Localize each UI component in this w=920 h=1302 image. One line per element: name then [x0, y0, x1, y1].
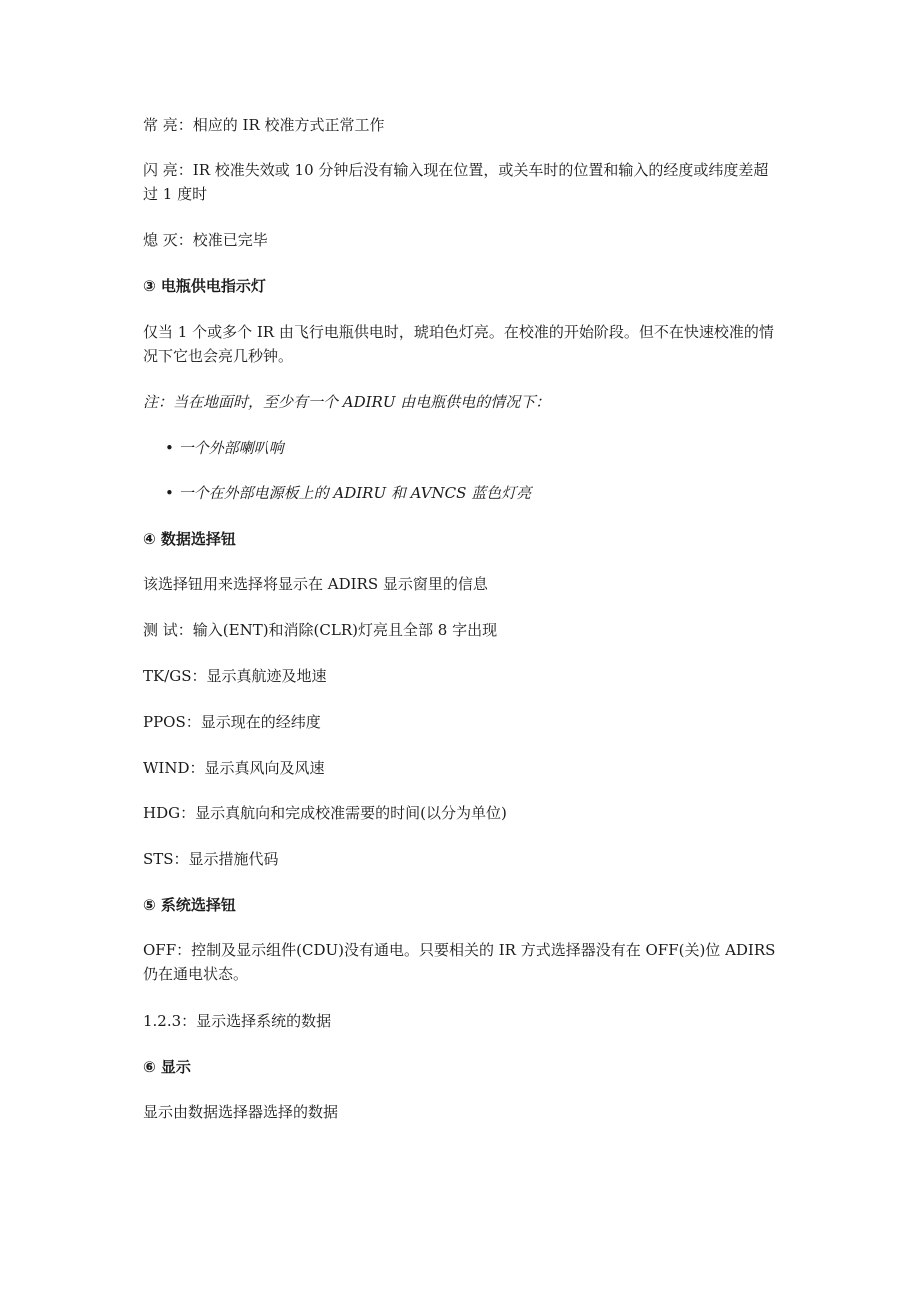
battery-paragraph: 仅当 1 个或多个 IR 由飞行电瓶供电时，琥珀色灯亮。在校准的开始阶段。但不在快速校准的情况下它也会亮几秒钟。: [143, 323, 774, 365]
tkgs-line: TK/GS：显示真航迹及地速: [143, 667, 327, 685]
sts-line: STS：显示措施代码: [143, 850, 279, 868]
heading-display: ⑥ 显示: [143, 1058, 191, 1076]
heading-battery-light: ③ 电瓶供电指示灯: [143, 277, 266, 295]
steady-on-line: 常 亮：相应的 IR 校准方式正常工作: [143, 116, 385, 134]
heading-data-selector: ④ 数据选择钮: [143, 530, 236, 548]
flashing-line: 闪 亮：IR 校准失效或 10 分钟后没有输入现在位置，或关车时的位置和输入的经度或纬度差超过 1 度时: [143, 161, 769, 203]
display-line: 显示由数据选择器选择的数据: [143, 1103, 339, 1121]
hdg-line: HDG：显示真航向和完成校准需要的时间(以分为单位): [143, 804, 507, 822]
note-line: 注：当在地面时，至少有一个 ADIRU 由电瓶供电的情况下：: [143, 393, 551, 411]
off-line: 熄 灭：校准已完毕: [143, 231, 268, 249]
bullet-horn: • 一个外部喇叭响: [165, 439, 284, 457]
ppos-line: PPOS：显示现在的经纬度: [143, 713, 321, 731]
wind-line: WIND：显示真风向及风速: [143, 759, 325, 777]
heading-system-selector: ⑤ 系统选择钮: [143, 896, 236, 914]
system-data-line: 1.2.3：显示选择系统的数据: [143, 1012, 332, 1030]
bullet-blue-light: • 一个在外部电源板上的 ADIRU 和 AVNCS 蓝色灯亮: [165, 484, 532, 502]
selector-paragraph: 该选择钮用来选择将显示在 ADIRS 显示窗里的信息: [143, 575, 488, 593]
test-line: 测 试：输入(ENT)和消除(CLR)灯亮且全部 8 字出现: [143, 621, 498, 639]
off-paragraph: OFF：控制及显示组件(CDU)没有通电。只要相关的 IR 方式选择器没有在 OFF(关)位 ADIRS 仍在通电状态。: [143, 941, 776, 983]
